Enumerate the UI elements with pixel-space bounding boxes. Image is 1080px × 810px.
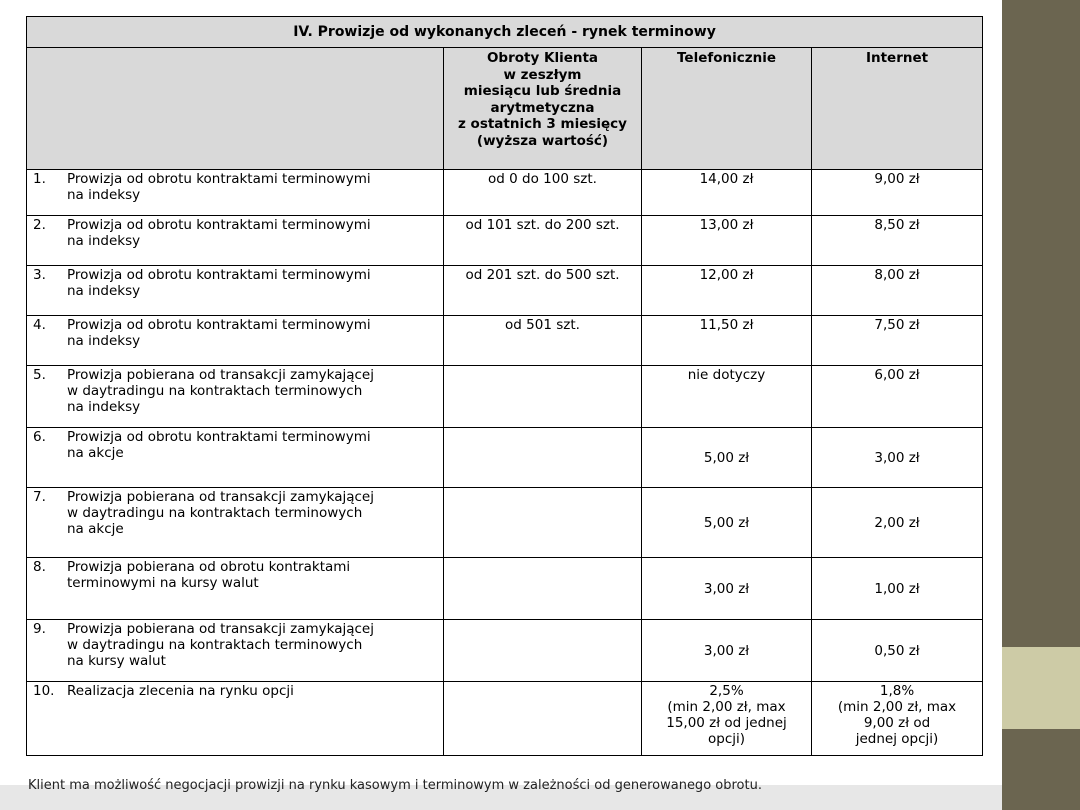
row-description-line: na indeksy [67,399,141,415]
row-internet-value: 9,00 zł od [863,715,931,731]
row-internet-value: jednej opcji) [855,731,939,747]
header-phone: Telefonicznie [642,48,812,170]
row-description-line: Prowizja pobierana od obrotu kontraktami [67,559,351,575]
row-phone-value: (min 2,00 zł, max [667,699,786,715]
row-description-line: Prowizja pobierana od transakcji zamykającej [67,367,374,383]
table-row [27,488,983,558]
header-turnover [444,48,642,170]
row-internet-value: 1,8% [879,683,915,699]
row-number: 9. [33,621,46,637]
header-turnover-line: w zeszłym [503,66,582,83]
row-number: 10. [33,683,55,699]
row-description-line: w daytradingu na kontraktach terminowych [67,505,363,521]
row-internet-value: 1,00 zł [874,580,920,597]
row-description [27,428,444,488]
table-row [27,428,983,488]
row-phone [642,620,812,682]
row-number: 7. [33,489,46,505]
row-description-line: Prowizja od obrotu kontraktami terminowymi [67,217,371,233]
row-description-line: Prowizja od obrotu kontraktami terminowymi [67,171,371,187]
row-internet-value: 7,50 zł [874,317,920,333]
row-internet [812,366,983,428]
row-number: 1. [33,171,46,187]
row-phone [642,428,812,488]
right-decor-accent [1002,647,1080,729]
row-phone-value: 15,00 zł od jednej [666,715,787,731]
row-description-line: Prowizja pobierana od transakcji zamykającej [67,621,374,637]
row-description-line: Realizacja zlecenia na rynku opcji [67,683,294,699]
table-row [27,316,983,366]
table-row [27,558,983,620]
row-description-line: na indeksy [67,333,141,349]
row-internet [812,682,983,756]
footnote [28,773,988,785]
row-turnover [444,682,642,756]
row-description-line: Prowizja od obrotu kontraktami terminowymi [67,317,371,333]
row-internet-value: (min 2,00 zł, max [837,699,957,715]
header-blank [27,48,444,170]
row-number: 2. [33,217,46,233]
row-phone-value: 12,00 zł [699,267,754,283]
row-turnover: od 201 szt. do 500 szt. [444,266,642,316]
row-turnover: od 501 szt. [444,316,642,366]
table-title: IV. Prowizje od wykonanych zleceń - rynek terminowy [27,17,983,48]
table-row [27,682,983,756]
row-description-line: Prowizja od obrotu kontraktami terminowymi [67,429,371,445]
header-turnover-line: arytmetyczna [490,99,595,116]
table-header-row [27,48,983,170]
row-turnover [444,620,642,682]
row-phone-value: 3,00 zł [703,642,750,659]
row-number: 3. [33,267,46,283]
row-phone-value: 5,00 zł [703,449,750,466]
header-internet: Internet [812,48,983,170]
table-row [27,216,983,266]
row-description [27,366,444,428]
row-description-line: na indeksy [67,233,141,249]
commission-table [26,16,983,756]
row-description [27,170,444,216]
row-phone [642,266,812,316]
row-phone-value: 5,00 zł [703,514,750,531]
row-turnover [444,366,642,428]
row-internet [812,428,983,488]
row-description-line: w daytradingu na kontraktach terminowych [67,637,363,653]
header-turnover-line: (wyższa wartość) [476,132,609,149]
row-phone [642,216,812,266]
row-description [27,682,444,756]
row-description-line: na indeksy [67,187,141,203]
row-internet-value: 6,00 zł [874,367,920,383]
row-phone-value: 14,00 zł [699,171,754,187]
row-description [27,488,444,558]
row-description-line: Prowizja od obrotu kontraktami terminowymi [67,267,371,283]
row-phone-value: 13,00 zł [699,217,754,233]
row-phone-value: 2,5% [709,683,744,699]
row-number: 4. [33,317,46,333]
row-number: 5. [33,367,46,383]
table-row [27,266,983,316]
row-phone-value: 11,50 zł [699,317,754,333]
row-phone [642,558,812,620]
header-turnover-line: z ostatnich 3 miesięcy [457,116,627,132]
row-internet [812,558,983,620]
table-row [27,366,983,428]
row-internet [812,216,983,266]
row-phone [642,682,812,756]
row-internet [812,316,983,366]
table-row [27,170,983,216]
row-phone-value: 3,00 zł [703,580,750,597]
row-phone-value: opcji) [707,731,746,747]
row-description [27,620,444,682]
table-row [27,620,983,682]
row-internet-value: 8,00 zł [874,267,920,283]
row-phone [642,316,812,366]
header-turnover-line: Obroty Klienta [486,50,599,66]
row-description-line: na indeksy [67,283,141,299]
row-turnover: od 101 szt. do 200 szt. [444,216,642,266]
row-description-line: Prowizja pobierana od transakcji zamykającej [67,489,374,505]
header-turnover-line: miesiącu lub średnia [463,83,622,99]
row-description [27,316,444,366]
row-number: 6. [33,429,46,445]
row-internet [812,620,983,682]
row-phone-value: nie dotyczy [687,367,766,383]
row-internet-value: 0,50 zł [874,642,920,659]
row-turnover [444,488,642,558]
row-description-line: na akcje [67,445,124,461]
table-title-row [27,17,983,48]
row-phone [642,366,812,428]
row-description-line: na kursy walut [67,653,166,669]
row-turnover [444,558,642,620]
row-number: 8. [33,559,46,575]
row-description-line: w daytradingu na kontraktach terminowych [67,383,363,399]
row-phone [642,170,812,216]
row-internet-value: 2,00 zł [874,514,920,531]
row-internet [812,488,983,558]
row-description-line: na akcje [67,521,124,537]
row-internet [812,266,983,316]
row-internet [812,170,983,216]
row-internet-value: 9,00 zł [874,171,920,187]
row-description [27,558,444,620]
row-description [27,216,444,266]
row-phone [642,488,812,558]
row-description-line: terminowymi na kursy walut [67,575,259,591]
row-description [27,266,444,316]
row-turnover [444,428,642,488]
row-internet-value: 3,00 zł [874,449,920,466]
row-internet-value: 8,50 zł [874,217,920,233]
row-turnover: od 0 do 100 szt. [444,170,642,216]
